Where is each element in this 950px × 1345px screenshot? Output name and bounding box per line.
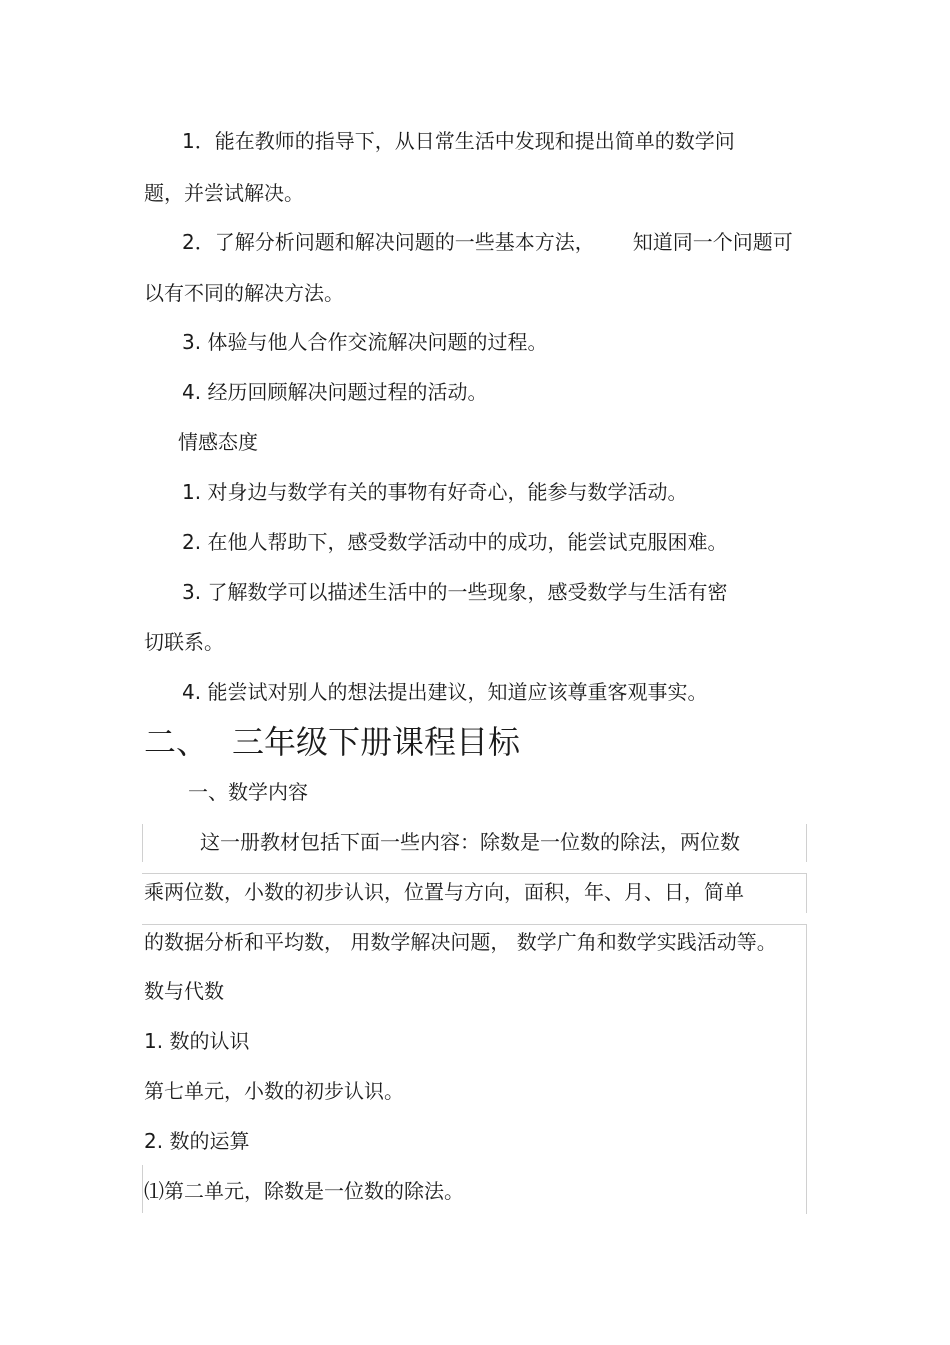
emotion-item-4: 4. 能尝试对别人的想法提出建议，知道应该尊重客观事实。: [182, 680, 708, 704]
skills-item-1-line-2: 题，并尝试解决。: [144, 181, 304, 205]
emotion-item-2: 2. 在他人帮助下，感受数学活动中的成功，能尝试克服困难。: [182, 530, 728, 554]
skills-item-3: 3. 体验与他人合作交流解决问题的过程。: [182, 330, 548, 354]
emotion-heading: 情感态度: [178, 430, 258, 454]
content-box-divider-1: [142, 873, 807, 874]
content-box-right-edge-3: [806, 924, 807, 1214]
number-recognition-heading: 1. 数的认识: [144, 1029, 250, 1053]
unit-2-text: ⑴第二单元，除数是一位数的除法。: [144, 1179, 464, 1203]
content-box-left-edge-1: [142, 824, 143, 862]
skills-item-2-line-1-part-a: 2．了解分析问题和解决问题的一些基本方法，: [182, 230, 595, 254]
math-content-heading: 一、数学内容: [188, 780, 308, 804]
skills-item-2-line-1: [182, 228, 793, 256]
unit-7-text: 第七单元，小数的初步认识。: [144, 1079, 404, 1103]
content-box-right-edge-2: [806, 873, 807, 913]
skills-item-2-line-1-part-b: 知道同一个问题可: [632, 230, 793, 254]
content-line-2: 乘两位数，小数的初步认识，位置与方向，面积，年、月、日，简单: [144, 880, 744, 904]
numbers-algebra-heading: 数与代数: [144, 979, 224, 1003]
skills-item-4: 4. 经历回顾解决问题过程的活动。: [182, 380, 488, 404]
content-box-left-edge-2: [142, 1165, 143, 1213]
content-line-3: 的数据分析和平均数， 用数学解决问题， 数学广角和数学实践活动等。: [144, 930, 777, 954]
emotion-item-3-line-2: 切联系。: [144, 630, 224, 654]
content-box-divider-2: [142, 924, 807, 925]
content-line-1: 这一册教材包括下面一些内容：除数是一位数的除法，两位数: [200, 830, 740, 854]
number-operations-heading: 2. 数的运算: [144, 1129, 250, 1153]
skills-item-2-line-2: 以有不同的解决方法。: [144, 281, 344, 305]
emotion-item-3-line-1: 3. 了解数学可以描述生活中的一些现象，感受数学与生活有密: [182, 580, 728, 604]
section-2-title: 三年级下册课程目标: [232, 723, 521, 761]
section-2-number: 二、: [144, 723, 209, 761]
section-2-heading: [144, 722, 520, 762]
emotion-item-1: 1. 对身边与数学有关的事物有好奇心，能参与数学活动。: [182, 480, 688, 504]
skills-item-1-line-1: 1．能在教师的指导下，从日常生活中发现和提出简单的数学问: [182, 129, 735, 153]
content-box-right-edge-1: [806, 824, 807, 862]
